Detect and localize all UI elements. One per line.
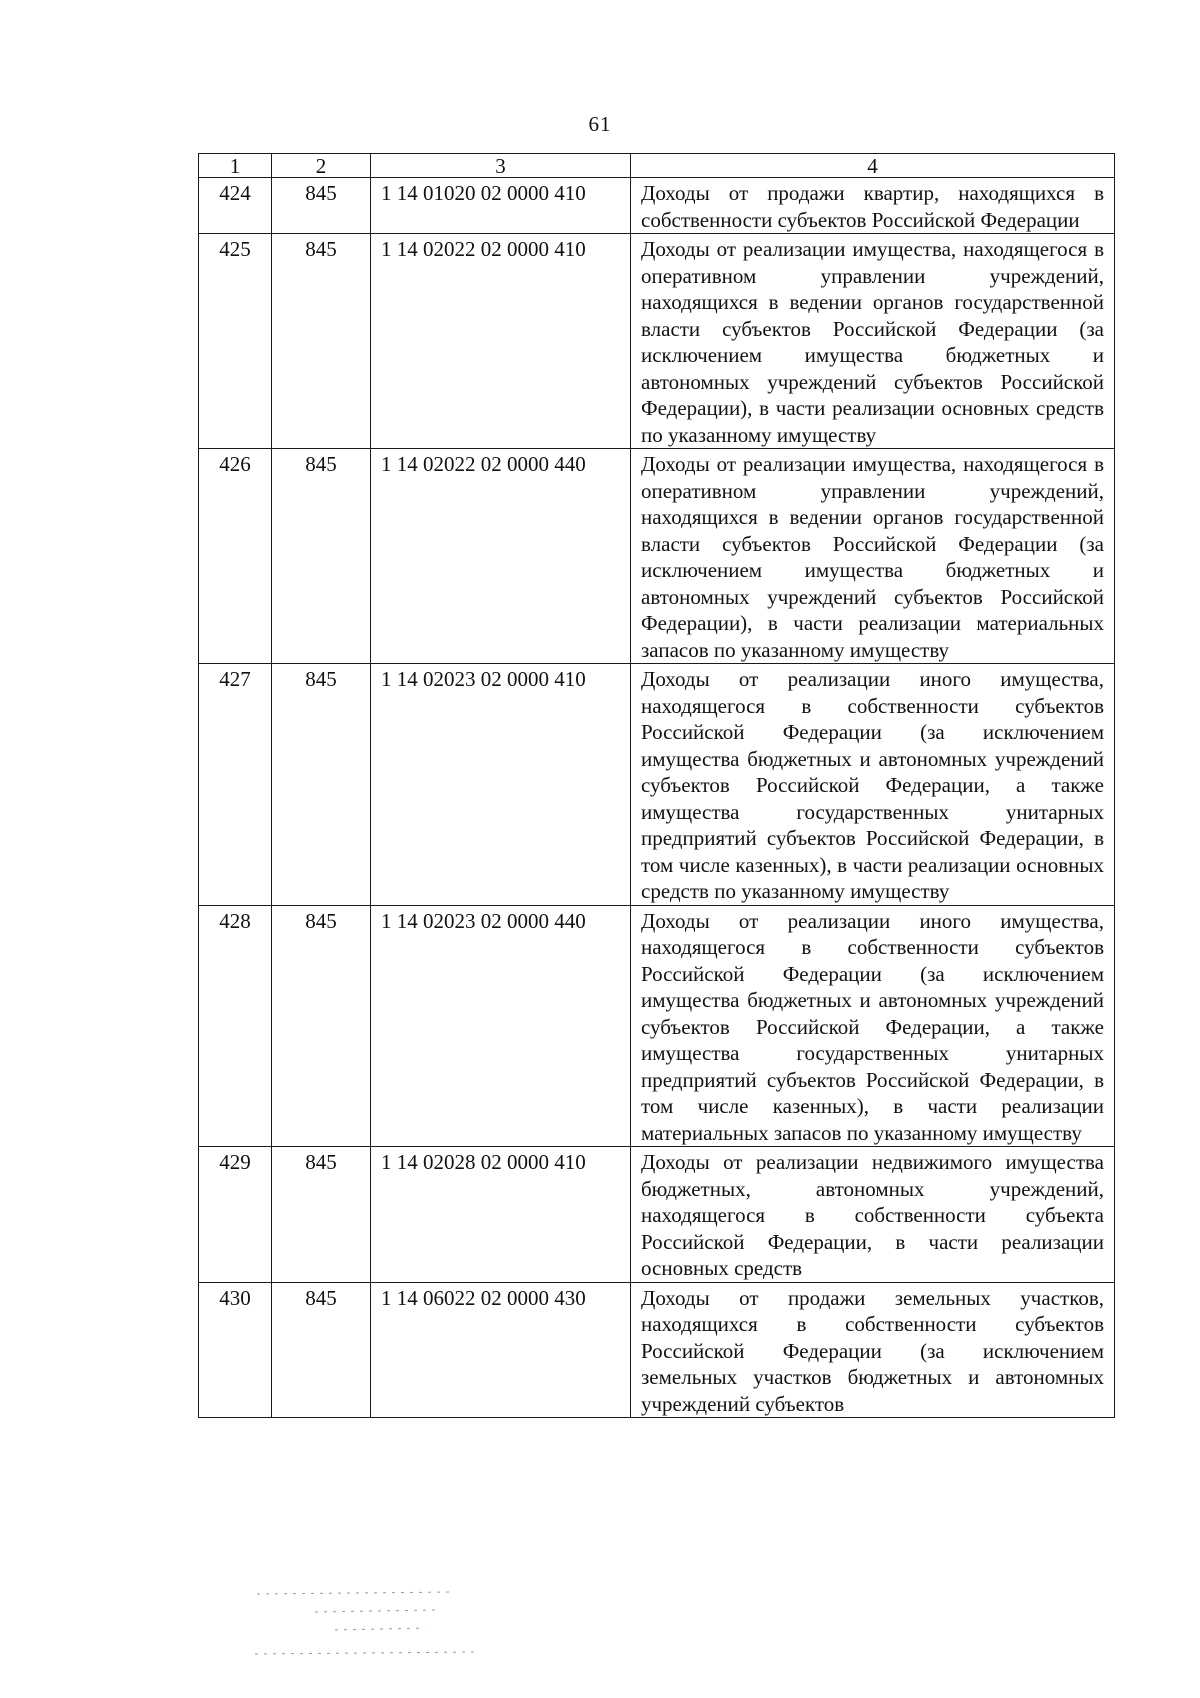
revenue-codes-table bbox=[198, 153, 1115, 1418]
budget-classification-code: 1 14 02028 02 0000 410 bbox=[371, 1147, 631, 1283]
row-number: 424 bbox=[199, 178, 272, 234]
table-row bbox=[199, 449, 1115, 664]
revenue-description: Доходы от реализации иного имущества, находящегося в собственности субъектов Российской Федерации (за исключением имущества бюджетных и автономных учреждений субъектов Российской Федерации, а также имущества государственных унитарных предприятий субъектов Российской Федерации, в том числе казенных), в части реализации материальных запасов по указанному имуществу bbox=[631, 905, 1115, 1147]
table-header bbox=[199, 154, 1115, 178]
scan-artifacts bbox=[255, 1590, 485, 1670]
revenue-description: Доходы от продажи квартир, находящихся в собственности субъектов Российской Федерации bbox=[631, 178, 1115, 234]
table-row bbox=[199, 234, 1115, 449]
budget-classification-code: 1 14 02023 02 0000 410 bbox=[371, 664, 631, 906]
budget-classification-code: 1 14 02023 02 0000 440 bbox=[371, 905, 631, 1147]
admin-code: 845 bbox=[272, 664, 371, 906]
header-col-3: 3 bbox=[371, 154, 631, 178]
table-row bbox=[199, 905, 1115, 1147]
admin-code: 845 bbox=[272, 449, 371, 664]
table-row bbox=[199, 1282, 1115, 1418]
revenue-description: Доходы от реализации иного имущества, находящегося в собственности субъектов Российской Федерации (за исключением имущества бюджетных и автономных учреждений субъектов Российской Федерации, а также имущества государственных унитарных предприятий субъектов Российской Федерации, в том числе казенных), в части реализации основных средств по указанному имуществу bbox=[631, 664, 1115, 906]
budget-classification-code: 1 14 01020 02 0000 410 bbox=[371, 178, 631, 234]
admin-code: 845 bbox=[272, 178, 371, 234]
page-number: 61 bbox=[588, 112, 612, 136]
header-col-2: 2 bbox=[272, 154, 371, 178]
row-number: 430 bbox=[199, 1282, 272, 1418]
row-number: 429 bbox=[199, 1147, 272, 1283]
revenue-description: Доходы от продажи земельных участков, находящихся в собственности субъектов Российской Федерации (за исключением земельных участков бюджетных и автономных учреждений субъектов bbox=[631, 1282, 1115, 1418]
table-body bbox=[199, 178, 1115, 1418]
table-header-row bbox=[199, 154, 1115, 178]
header-col-1: 1 bbox=[199, 154, 272, 178]
header-col-4: 4 bbox=[631, 154, 1115, 178]
admin-code: 845 bbox=[272, 1282, 371, 1418]
revenue-description: Доходы от реализации имущества, находящегося в оперативном управлении учреждений, находящихся в ведении органов государственной власти субъектов Российской Федерации (за исключением имущества бюджетных и автономных учреждений субъектов Российской Федерации), в части реализации материальных запасов по указанному имуществу bbox=[631, 449, 1115, 664]
row-number: 426 bbox=[199, 449, 272, 664]
revenue-description: Доходы от реализации имущества, находящегося в оперативном управлении учреждений, находящихся в ведении органов государственной власти субъектов Российской Федерации (за исключением имущества бюджетных и автономных учреждений субъектов Российской Федерации), в части реализации основных средств по указанному имуществу bbox=[631, 234, 1115, 449]
budget-classification-code: 1 14 06022 02 0000 430 bbox=[371, 1282, 631, 1418]
row-number: 428 bbox=[199, 905, 272, 1147]
budget-classification-code: 1 14 02022 02 0000 410 bbox=[371, 234, 631, 449]
admin-code: 845 bbox=[272, 1147, 371, 1283]
admin-code: 845 bbox=[272, 905, 371, 1147]
table-row bbox=[199, 664, 1115, 906]
table-row bbox=[199, 1147, 1115, 1283]
table-row bbox=[199, 178, 1115, 234]
admin-code: 845 bbox=[272, 234, 371, 449]
revenue-description: Доходы от реализации недвижимого имущества бюджетных, автономных учреждений, находящегося в собственности субъекта Российской Федерации, в части реализации основных средств bbox=[631, 1147, 1115, 1283]
budget-classification-code: 1 14 02022 02 0000 440 bbox=[371, 449, 631, 664]
row-number: 427 bbox=[199, 664, 272, 906]
row-number: 425 bbox=[199, 234, 272, 449]
